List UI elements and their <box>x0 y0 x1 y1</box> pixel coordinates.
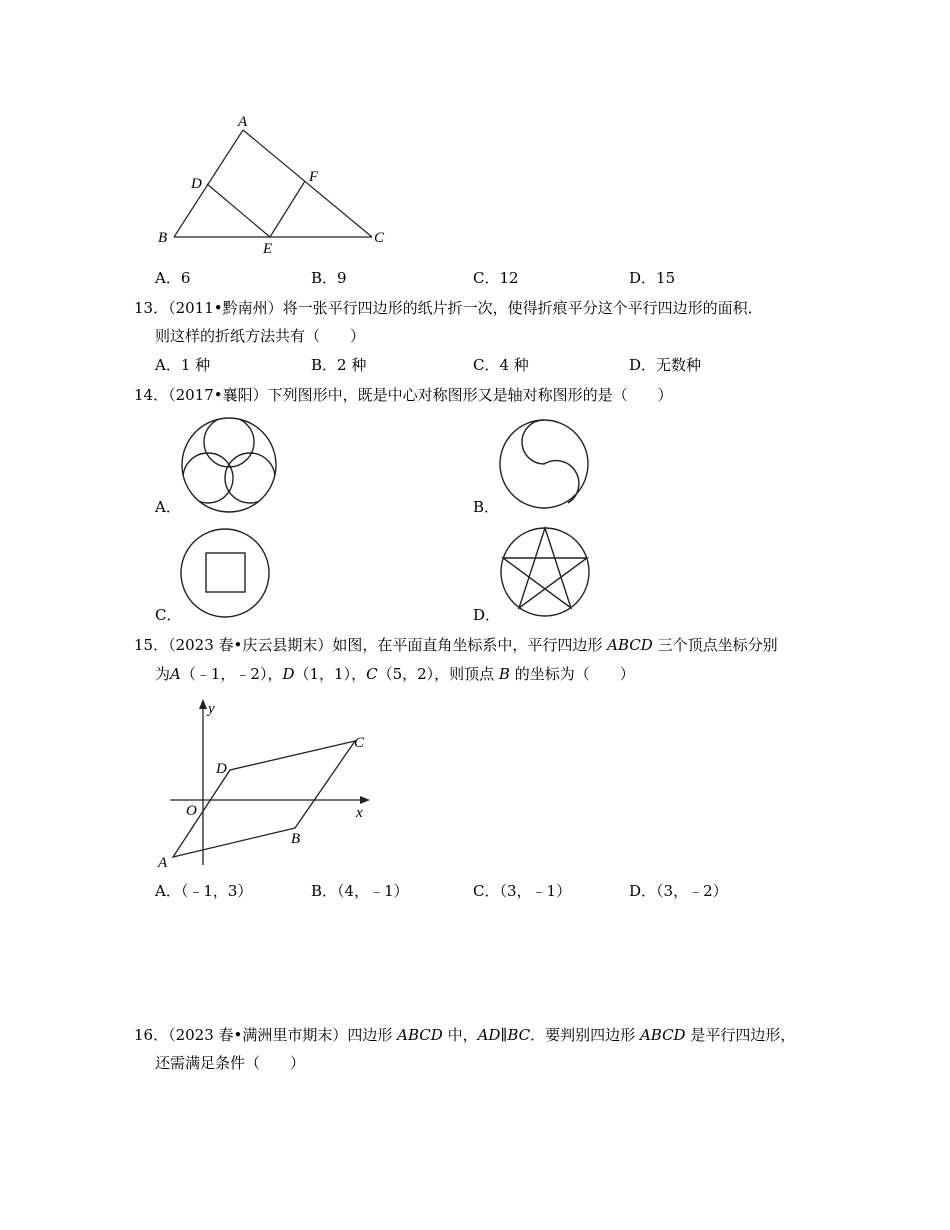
q15-label-y: y <box>208 701 215 717</box>
q12-option-b[interactable]: B．9 <box>311 269 347 287</box>
q15-line1: 15．（2023 春•庆云县期末）如图，在平面直角坐标系中，平行四边形 ABCD 三个顶点坐标分别 <box>134 636 778 654</box>
q12-label-C: C <box>374 230 385 246</box>
q16-line2: 还需满足条件（ ） <box>155 1054 306 1072</box>
q12-label-A: A <box>238 114 248 130</box>
q15-label-O: O <box>186 803 197 819</box>
yin-yang-curve-icon[interactable] <box>496 416 592 512</box>
q15-line2: 为A（﹣1，﹣2），D（1，1），C（5，2），则顶点 B 的坐标为（ ） <box>155 665 635 683</box>
q13-option-c[interactable]: C．4 种 <box>473 356 529 374</box>
q15-label-C: C <box>354 735 365 751</box>
q15-label-x: x <box>356 805 363 821</box>
q12-label-F: F <box>309 169 319 185</box>
q15-coordinate-figure <box>150 695 390 875</box>
q12-option-a[interactable]: A．6 <box>155 269 191 287</box>
star-in-circle-icon[interactable] <box>497 524 593 620</box>
q12-triangle-figure <box>150 110 400 260</box>
q15-label-D: D <box>216 761 227 777</box>
q14-number: 14． <box>134 386 169 404</box>
q16-line1: 16．（2023 春•满洲里市期末）四边形 ABCD 中，AD∥BC．要判别四边形 ABCD 是平行四边形， <box>134 1026 796 1044</box>
q14-option-d-letter[interactable]: D． <box>473 606 501 624</box>
q15-option-a[interactable]: A．（﹣1，3） <box>155 882 253 900</box>
q14-option-a-letter[interactable]: A． <box>155 498 181 516</box>
q13-option-b[interactable]: B．2 种 <box>311 356 367 374</box>
three-arc-circle-icon[interactable] <box>178 414 280 516</box>
q15-option-d[interactable]: D．（3，﹣2） <box>629 882 728 900</box>
q16-number: 16． <box>134 1026 169 1044</box>
q13-option-d[interactable]: D．无数种 <box>629 356 702 374</box>
q15-number: 15． <box>134 636 169 654</box>
q15-label-A: A <box>158 855 168 871</box>
q12-option-d[interactable]: D．15 <box>629 269 676 287</box>
q14-option-b-letter[interactable]: B． <box>473 498 500 516</box>
q13-line1: 13．（2011•黔南州）将一张平行四边形的纸片折一次，使得折痕平分这个平行四边形的面积． <box>134 299 763 317</box>
q15-option-c[interactable]: C．（3，﹣1） <box>473 882 572 900</box>
q14-line1: 14．（2017•襄阳）下列图形中，既是中心对称图形又是轴对称图形的是（ ） <box>134 386 673 404</box>
q12-label-D: D <box>191 176 202 192</box>
q13-line2: 则这样的折纸方法共有（ ） <box>155 327 366 345</box>
q15-label-B: B <box>291 831 301 847</box>
q15-option-b[interactable]: B．（4，﹣1） <box>311 882 409 900</box>
q12-label-E: E <box>263 241 273 257</box>
q13-number: 13． <box>134 299 169 317</box>
q14-option-c-letter[interactable]: C． <box>155 606 182 624</box>
square-in-circle-icon[interactable] <box>177 526 273 622</box>
q12-label-B: B <box>158 230 168 246</box>
q12-option-c[interactable]: C．12 <box>473 269 519 287</box>
q13-option-a[interactable]: A．1 种 <box>155 356 211 374</box>
